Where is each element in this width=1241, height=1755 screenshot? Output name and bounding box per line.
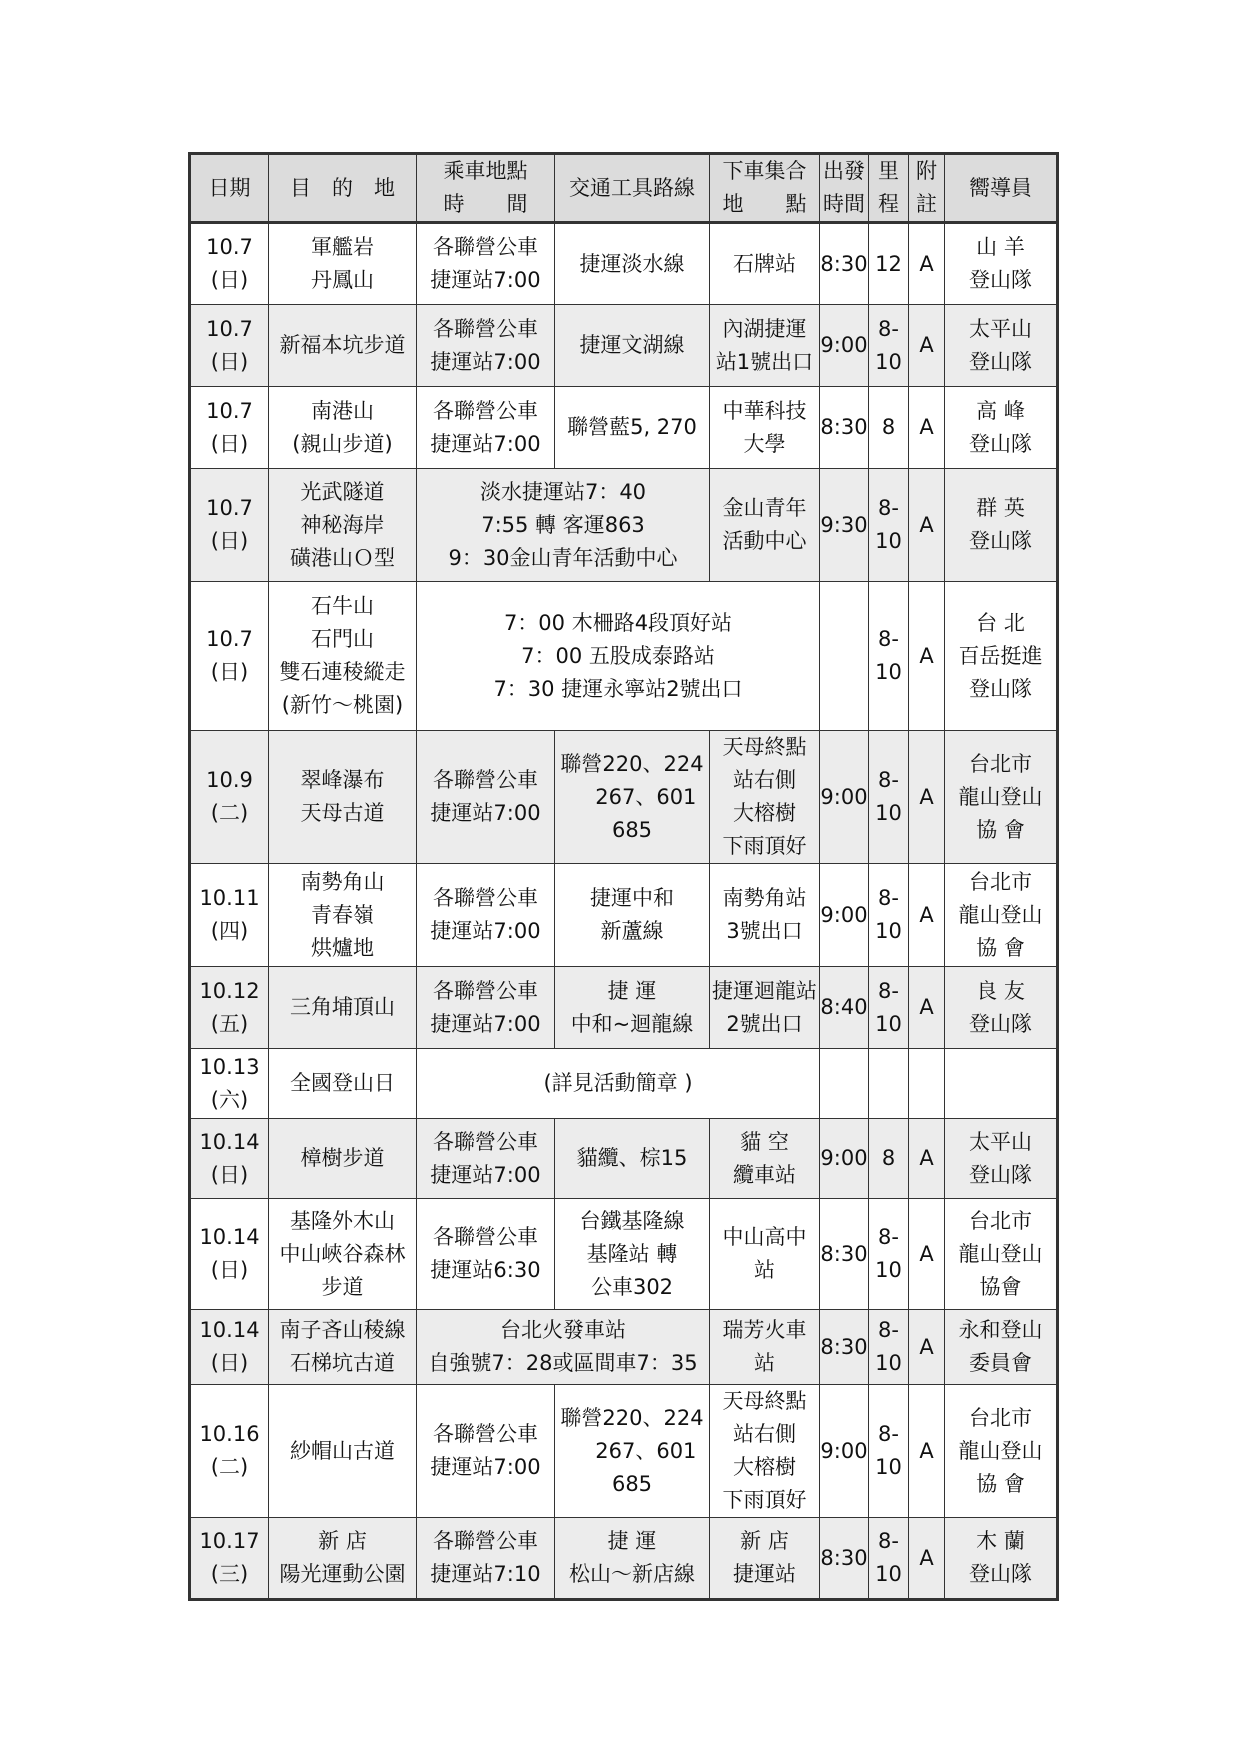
cell-depart-time	[820, 582, 869, 731]
cell-date: 10.13 (六)	[190, 1049, 269, 1119]
table-row	[190, 1199, 1058, 1310]
cell-boarding-route: (詳見活動簡章 )	[417, 1049, 820, 1119]
cell-date: 10.7 (日)	[190, 582, 269, 731]
cell-depart-time: 9:00	[820, 731, 869, 864]
cell-route: 聯營220、224 267、601 685	[555, 731, 710, 864]
header-destination: 目 的 地	[269, 154, 417, 223]
cell-note: A	[909, 1199, 945, 1310]
cell-note: A	[909, 967, 945, 1049]
cell-distance	[869, 1049, 909, 1119]
cell-alight: 南勢角站 3號出口	[710, 864, 820, 967]
cell-guide: 台北市 龍山登山 協 會	[945, 1385, 1058, 1518]
cell-distance: 8-10	[869, 864, 909, 967]
table-row	[190, 223, 1058, 305]
cell-depart-time: 9:00	[820, 305, 869, 387]
cell-guide: 木 蘭 登山隊	[945, 1518, 1058, 1600]
cell-boarding-route: 7：00 木柵路4段頂好站 7：00 五股成泰路站 7：30 捷運永寧站2號出口	[417, 582, 820, 731]
cell-distance: 8-10	[869, 731, 909, 864]
cell-boarding: 各聯營公車 捷運站7:00	[417, 1385, 555, 1518]
cell-guide: 太平山 登山隊	[945, 1119, 1058, 1199]
cell-date: 10.7 (日)	[190, 223, 269, 305]
cell-alight: 中山高中 站	[710, 1199, 820, 1310]
cell-alight: 新 店 捷運站	[710, 1518, 820, 1600]
cell-depart-time: 8:30	[820, 1518, 869, 1600]
cell-date: 10.7 (日)	[190, 387, 269, 469]
cell-destination: 樟樹步道	[269, 1119, 417, 1199]
cell-guide: 群 英 登山隊	[945, 469, 1058, 582]
cell-note	[909, 1049, 945, 1119]
cell-distance: 8-10	[869, 1518, 909, 1600]
header-note: 附 註	[909, 154, 945, 223]
cell-note: A	[909, 469, 945, 582]
cell-boarding: 各聯營公車 捷運站7:00	[417, 223, 555, 305]
table-row	[190, 1310, 1058, 1385]
table-row	[190, 1119, 1058, 1199]
header-guide: 嚮導員	[945, 154, 1058, 223]
cell-note: A	[909, 731, 945, 864]
cell-boarding: 各聯營公車 捷運站7:00	[417, 731, 555, 864]
cell-alight: 捷運迴龍站 2號出口	[710, 967, 820, 1049]
cell-distance: 8-10	[869, 1385, 909, 1518]
cell-guide: 山 羊 登山隊	[945, 223, 1058, 305]
cell-destination: 南港山 (親山步道)	[269, 387, 417, 469]
cell-boarding: 各聯營公車 捷運站7:00	[417, 387, 555, 469]
cell-route: 捷運淡水線	[555, 223, 710, 305]
cell-depart-time: 8:30	[820, 1310, 869, 1385]
cell-boarding: 各聯營公車 捷運站7:00	[417, 305, 555, 387]
cell-boarding: 各聯營公車 捷運站7:00	[417, 1119, 555, 1199]
cell-date: 10.7 (日)	[190, 469, 269, 582]
table-row	[190, 1518, 1058, 1600]
cell-date: 10.16 (二)	[190, 1385, 269, 1518]
cell-alight: 內湖捷運 站1號出口	[710, 305, 820, 387]
table-row	[190, 387, 1058, 469]
header-boarding: 乘車地點 時 間	[417, 154, 555, 223]
cell-boarding-route: 台北火發車站 自強號7：28或區間車7：35	[417, 1310, 710, 1385]
cell-alight: 中華科技 大學	[710, 387, 820, 469]
cell-depart-time: 8:30	[820, 223, 869, 305]
cell-distance: 8	[869, 387, 909, 469]
cell-boarding: 各聯營公車 捷運站7:10	[417, 1518, 555, 1600]
hiking-schedule-table	[188, 152, 1059, 1601]
cell-guide: 台北市 龍山登山 協會	[945, 1199, 1058, 1310]
cell-destination: 新 店 陽光運動公園	[269, 1518, 417, 1600]
cell-destination: 新福本坑步道	[269, 305, 417, 387]
cell-route: 聯營藍5, 270	[555, 387, 710, 469]
cell-route: 台鐵基隆線 基隆站 轉 公車302	[555, 1199, 710, 1310]
cell-depart-time: 9:00	[820, 864, 869, 967]
cell-guide: 台 北 百岳挺進 登山隊	[945, 582, 1058, 731]
table-row	[190, 305, 1058, 387]
cell-date: 10.17 (三)	[190, 1518, 269, 1600]
header-route: 交通工具路線	[555, 154, 710, 223]
cell-route: 捷 運 松山～新店線	[555, 1518, 710, 1600]
cell-boarding: 各聯營公車 捷運站7:00	[417, 967, 555, 1049]
cell-guide: 良 友 登山隊	[945, 967, 1058, 1049]
cell-route: 捷運中和 新蘆線	[555, 864, 710, 967]
cell-depart-time: 8:40	[820, 967, 869, 1049]
cell-date: 10.11 (四)	[190, 864, 269, 967]
cell-destination: 石牛山 石門山 雙石連稜縱走 (新竹～桃園)	[269, 582, 417, 731]
cell-note: A	[909, 1518, 945, 1600]
cell-guide: 台北市 龍山登山 協 會	[945, 864, 1058, 967]
cell-depart-time: 9:30	[820, 469, 869, 582]
table-row	[190, 967, 1058, 1049]
cell-destination: 紗帽山古道	[269, 1385, 417, 1518]
cell-note: A	[909, 1119, 945, 1199]
cell-distance: 8-10	[869, 967, 909, 1049]
cell-distance: 8-10	[869, 1199, 909, 1310]
cell-boarding-route: 淡水捷運站7：40 7:55 轉 客運863 9：30金山青年活動中心	[417, 469, 710, 582]
cell-guide: 太平山 登山隊	[945, 305, 1058, 387]
cell-destination: 南勢角山 青春嶺 烘爐地	[269, 864, 417, 967]
table-row	[190, 1385, 1058, 1518]
cell-date: 10.14 (日)	[190, 1310, 269, 1385]
cell-depart-time	[820, 1049, 869, 1119]
cell-distance: 8-10	[869, 305, 909, 387]
cell-route: 捷 運 中和~迴龍線	[555, 967, 710, 1049]
cell-distance: 8-10	[869, 469, 909, 582]
cell-alight: 瑞芳火車 站	[710, 1310, 820, 1385]
cell-note: A	[909, 582, 945, 731]
cell-note: A	[909, 864, 945, 967]
cell-guide: 永和登山 委員會	[945, 1310, 1058, 1385]
cell-note: A	[909, 1385, 945, 1518]
cell-route: 捷運文湖線	[555, 305, 710, 387]
cell-guide: 台北市 龍山登山 協 會	[945, 731, 1058, 864]
cell-destination: 基隆外木山 中山峽谷森林 步道	[269, 1199, 417, 1310]
cell-destination: 翠峰瀑布 天母古道	[269, 731, 417, 864]
cell-route: 貓纜、棕15	[555, 1119, 710, 1199]
cell-alight: 貓 空 纜車站	[710, 1119, 820, 1199]
cell-guide: 高 峰 登山隊	[945, 387, 1058, 469]
cell-date: 10.14 (日)	[190, 1119, 269, 1199]
cell-destination: 光武隧道 神秘海岸 磺港山Ｏ型	[269, 469, 417, 582]
cell-alight: 天母終點 站右側 大榕樹 下雨頂好	[710, 731, 820, 864]
cell-destination: 南子吝山稜線 石梯坑古道	[269, 1310, 417, 1385]
header-alight: 下車集合 地 點	[710, 154, 820, 223]
cell-date: 10.12 (五)	[190, 967, 269, 1049]
cell-distance: 12	[869, 223, 909, 305]
cell-alight: 金山青年 活動中心	[710, 469, 820, 582]
cell-alight: 天母終點 站右側 大榕樹 下雨頂好	[710, 1385, 820, 1518]
table-row	[190, 469, 1058, 582]
cell-boarding: 各聯營公車 捷運站6:30	[417, 1199, 555, 1310]
cell-route: 聯營220、224 267、601 685	[555, 1385, 710, 1518]
table-row	[190, 731, 1058, 864]
header-depart-time: 出發 時間	[820, 154, 869, 223]
cell-date: 10.9 (二)	[190, 731, 269, 864]
header-date: 日期	[190, 154, 269, 223]
table-row	[190, 1049, 1058, 1119]
cell-note: A	[909, 223, 945, 305]
cell-note: A	[909, 1310, 945, 1385]
cell-destination: 軍艦岩 丹鳳山	[269, 223, 417, 305]
cell-depart-time: 8:30	[820, 387, 869, 469]
cell-destination: 全國登山日	[269, 1049, 417, 1119]
cell-boarding: 各聯營公車 捷運站7:00	[417, 864, 555, 967]
cell-guide	[945, 1049, 1058, 1119]
cell-distance: 8-10	[869, 1310, 909, 1385]
cell-depart-time: 8:30	[820, 1199, 869, 1310]
cell-depart-time: 9:00	[820, 1385, 869, 1518]
cell-alight: 石牌站	[710, 223, 820, 305]
cell-distance: 8	[869, 1119, 909, 1199]
cell-destination: 三角埔頂山	[269, 967, 417, 1049]
cell-note: A	[909, 387, 945, 469]
cell-date: 10.7 (日)	[190, 305, 269, 387]
table-row	[190, 582, 1058, 731]
cell-distance: 8-10	[869, 582, 909, 731]
header-distance: 里 程	[869, 154, 909, 223]
cell-note: A	[909, 305, 945, 387]
table-row	[190, 864, 1058, 967]
cell-depart-time: 9:00	[820, 1119, 869, 1199]
cell-date: 10.14 (日)	[190, 1199, 269, 1310]
